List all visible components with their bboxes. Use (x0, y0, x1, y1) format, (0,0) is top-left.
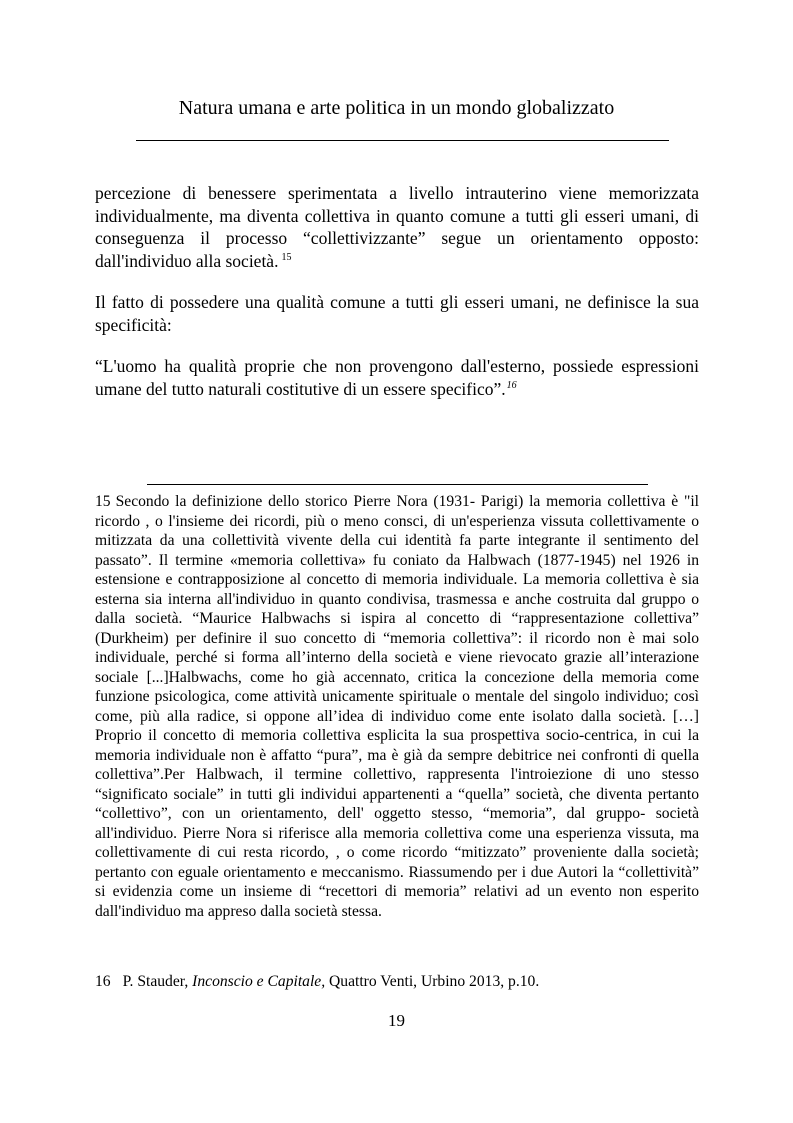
footnote-reference-15[interactable]: 15 (281, 251, 292, 263)
footnote-16-author: P. Stauder, (122, 973, 189, 990)
footnote-16-work-title: Inconscio e Capitale, (192, 973, 326, 990)
footnote-15-number: 15 (95, 493, 111, 510)
footnote-16 (95, 972, 699, 992)
running-header-title: Natura umana e arte politica in un mondo globalizzato (178, 97, 615, 119)
footnote-15-text: Secondo la definizione dello storico Pierre Nora (1931- Parigi) la memoria collettiva è "il ricordo , o l'insieme dei ricordi, più o meno consci, di un'esperienza vissuta collettivamente o mitizzata da una collettività vivente della cui identità fa parte integrante il sentimento del passato”. Il termine «memoria collettiva» fu coniato da Halbwach (1877-1945) nel 1926 in estensione e contrapposizione al concetto di memoria individuale. La memoria collettiva è sia esterna sia interna all'individuo in quanto condivisa, trasmessa e anche costruita dal gruppo o dalla società. “Maurice Halbwachs si ispira al concetto di “rappresentazione collettiva” (Durkheim) per definire il suo concetto di “memoria collettiva”: il ricordo non è mai solo individuale, perché si forma all’interno della società e viene rievocato grazie all’interazione sociale [...]Halbwachs, come ho già accennato, critica la concezione della memoria come funzione psicologica, come attività unicamente spirituale o mentale del singolo individuo; così come, più alla radice, si oppone all’idea di individuo come ente isolato dalla società. […] Proprio il concetto di memoria collettiva esplicita la sua prospettiva socio-centrica, in cui la memoria individuale non è affatto “pura”, ma è già da sempre debitrice nei confronti di quella collettiva”.Per Halbwach, il termine collettivo, rappresenta l'introiezione di uno stesso “significato sociale” in tutti gli individui appartenenti a “quella” società, che diventa pertanto “collettivo”, con un orientamento, dell' oggetto stesso, “memoria”, dal gruppo- società all'individuo. Pierre Nora si riferisce alla memoria collettiva come una esperienza vissuta, ma collettivamente di cui resta ricordo, , o come ricordo “mitizzato” proveniente dalla società; pertanto con eguale orientamento e meccanismo. Riassumendo per i due Autori la “collettività” si evidenzia come un insieme di “recettori di memoria” relativi ad un evento non esperito dall'individuo ma appreso dalla società stessa. (95, 493, 699, 920)
footnote-16-publication: Quattro Venti, Urbino 2013, p.10. (329, 973, 540, 990)
footnote-divider (147, 484, 648, 485)
quote-text: “L'uomo ha qualità proprie che non provengono dall'esterno, possiede espressioni umane del tutto naturali costitutive di un essere specifico”. (95, 356, 699, 399)
footnote-16-number: 16 (95, 973, 111, 990)
header-divider (136, 140, 669, 141)
page-number: 19 (388, 1011, 405, 1030)
body-paragraph-2: Il fatto di possedere una qualità comune a tutti gli esseri umani, ne definisce la sua specificità: (95, 292, 699, 335)
quote-paragraph (95, 355, 699, 400)
body-paragraph-1-text: percezione di benessere sperimentata a livello intrauterino viene memorizzata individualmente, ma diventa collettiva in quanto comune a tutti gli esseri umani, di conseguenza il processo “collettivizzante” segue un orientamento opposto: dall'individuo alla società. (95, 183, 699, 271)
footnote-reference-16[interactable]: 16 (506, 379, 517, 391)
body-paragraph-1 (95, 182, 699, 272)
footnote-15 (95, 492, 699, 921)
